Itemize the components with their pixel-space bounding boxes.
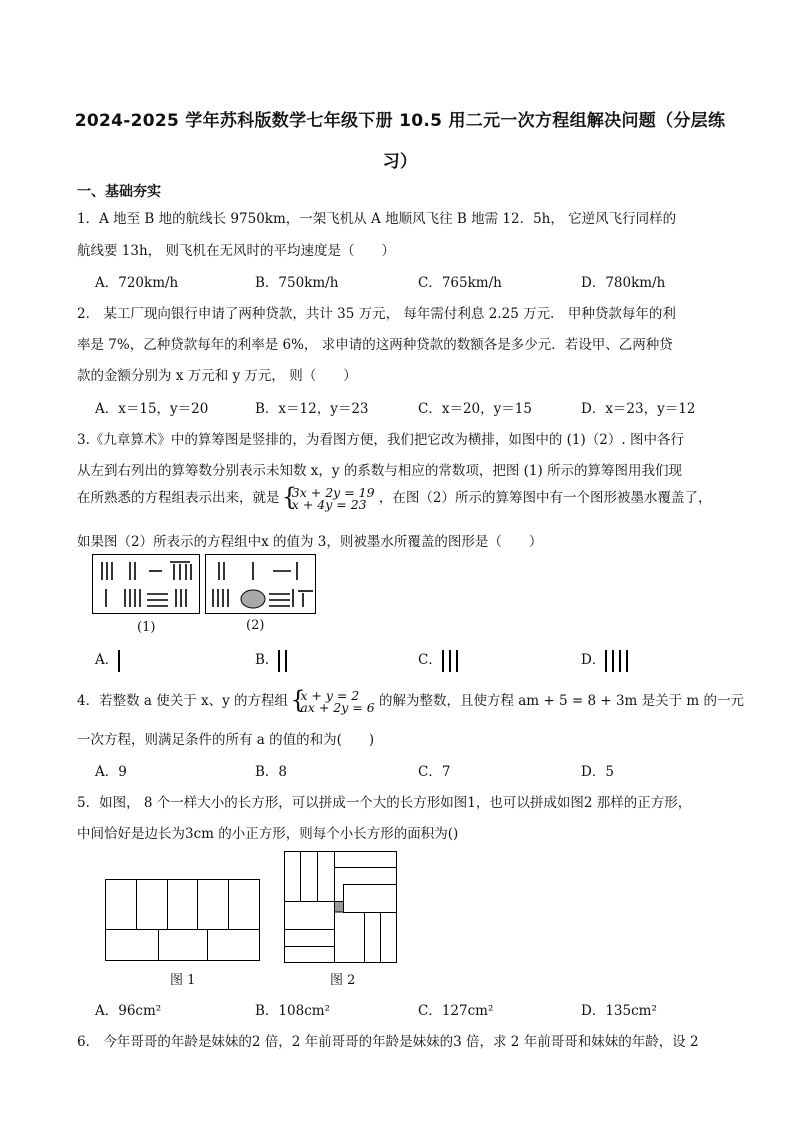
question-6-text: 6． 今年哥哥的年龄是妹妹的2 倍，2 年前哥哥的年龄是妹妹的3 倍，求 2 年前哥哥和妹妹的年龄，设 2 xyxy=(77,1034,699,1050)
rod-icon xyxy=(442,650,444,672)
question-1-text-2: 航线要 13h， 则飞机在无风时的平均速度是（ ） xyxy=(77,243,395,259)
document-title: 2024-2025 学年苏科版数学七年级下册 10.5 用二元一次方程组解决问题（分层练 xyxy=(74,111,726,131)
equation-system xyxy=(284,484,375,512)
rod-icon xyxy=(449,650,451,672)
figure-1-caption: 图 1 xyxy=(170,973,196,988)
question-3-text-4: 如果图（2）所表示的方程组中x 的值为 3，则被墨水所覆盖的图形是（ ） xyxy=(77,534,543,550)
q3-lead: 在所熟悉的方程组表示出来，就是 xyxy=(77,490,280,506)
rod-icon xyxy=(612,650,614,672)
equation-system xyxy=(292,687,375,715)
option-b[interactable]: B．x＝12，y＝23 xyxy=(255,401,369,417)
option-c[interactable]: C．127cm² xyxy=(418,1003,494,1019)
option-b-label: B． xyxy=(255,652,279,668)
equation-2: x + 4y = 23 xyxy=(291,496,367,512)
option-b[interactable]: B．8 xyxy=(255,764,288,780)
figure-2-label: (2) xyxy=(246,618,265,633)
option-c[interactable] xyxy=(418,648,463,672)
figure-2-caption: 图 2 xyxy=(330,973,356,988)
rod-icon xyxy=(285,650,287,672)
ink-blot xyxy=(241,590,265,608)
question-5-text: 5．如图， 8 个一样大小的长方形，可以拼成一个大的长方形如图1，也可以拼成如图2 那样的正方形， xyxy=(77,795,692,811)
q3-tail: ，在图（2）所示的算筹图中有一个图形被墨水覆盖了， xyxy=(378,490,712,506)
option-d-label: D． xyxy=(581,652,606,668)
option-c[interactable]: C．765km/h xyxy=(418,275,502,291)
rod-icon xyxy=(619,650,621,672)
option-a[interactable]: A．720km/h xyxy=(95,275,179,291)
rod-icon xyxy=(605,650,607,672)
option-a[interactable]: A．x＝15，y＝20 xyxy=(95,401,209,417)
option-d[interactable]: D．5 xyxy=(581,764,614,780)
small-square xyxy=(335,902,344,913)
question-2-text: 2． 某工厂现向银行申请了两种贷款，共计 35 万元， 每年需付利息 2.25 万元． 甲种贷款每年的利 xyxy=(77,306,676,322)
option-d[interactable]: D．x＝23，y＝12 xyxy=(581,401,696,417)
counting-rod-figure-2 xyxy=(205,554,316,614)
square-figure-2 xyxy=(284,851,397,963)
option-d[interactable]: D．135cm² xyxy=(581,1003,657,1019)
equation-1: { x + y = 2 xyxy=(300,687,360,703)
document-title-continued: 习） xyxy=(382,152,418,172)
option-a[interactable] xyxy=(95,648,125,672)
q4-tail: 的解为整数，且使方程 am + 5 = 8 + 3m 是关于 m 的一元 xyxy=(378,693,745,709)
q4-lead: 4．若整数 a 使关于 x、y 的方程组 xyxy=(77,693,289,709)
counting-rod-figure-1 xyxy=(92,554,200,614)
question-4-text-2: 一次方程，则满足条件的所有 a 的值的和为( ) xyxy=(77,732,375,748)
option-a[interactable]: A．96cm² xyxy=(95,1003,162,1019)
rod-icon xyxy=(626,650,628,672)
question-3-options xyxy=(95,644,715,674)
option-c[interactable]: C．7 xyxy=(418,764,451,780)
equation-1: { 3x + 2y = 19 xyxy=(291,484,375,500)
section-heading: 一、基础夯实 xyxy=(77,184,161,200)
figure-1-label: (1) xyxy=(137,620,156,635)
option-b[interactable] xyxy=(255,648,292,672)
question-2-text-3: 款的金额分别为 x 万元和 y 万元， 则（ ） xyxy=(77,368,357,384)
option-d[interactable] xyxy=(581,648,633,672)
option-c-label: C． xyxy=(418,652,442,668)
question-3-text-3 xyxy=(77,486,711,511)
rod-icon xyxy=(118,650,120,672)
question-5-text-2: 中间恰好是边长为3cm 的小正方形，则每个小长方形的面积为() xyxy=(77,826,459,842)
rectangle-figure-1 xyxy=(105,879,260,961)
rod-icon xyxy=(278,650,280,672)
equation-2: ax + 2y = 6 xyxy=(300,699,375,715)
option-a[interactable]: A．9 xyxy=(95,764,127,780)
question-1-text: 1．A 地至 B 地的航线长 9750km，一架飞机从 A 地顺风飞往 B 地需 12．5h， 它逆风飞行同样的 xyxy=(77,211,677,227)
question-2-text-2: 率是 7%，乙种贷款每年的利率是 6%， 求申请的这两种贷款的数额各是多少元．若设甲、乙两种贷 xyxy=(77,337,673,353)
rod-icon xyxy=(456,650,458,672)
option-b[interactable]: B．750km/h xyxy=(255,275,339,291)
option-c[interactable]: C．x＝20，y＝15 xyxy=(418,401,532,417)
option-d[interactable]: D．780km/h xyxy=(581,275,666,291)
question-3-text-2: 从左到右列出的算筹数分别表示未知数 x，y 的系数与相应的常数项，把图 (1) 所示的算筹图用我们现 xyxy=(77,463,683,479)
question-3-text: 3.《九章算术》中的算筹图是竖排的，为看图方便，我们把它改为横排，如图中的 (1)（2）. 图中各行 xyxy=(77,432,684,448)
option-b[interactable]: B．108cm² xyxy=(255,1003,330,1019)
question-4-text xyxy=(77,689,744,714)
option-a-label: A． xyxy=(95,652,119,668)
